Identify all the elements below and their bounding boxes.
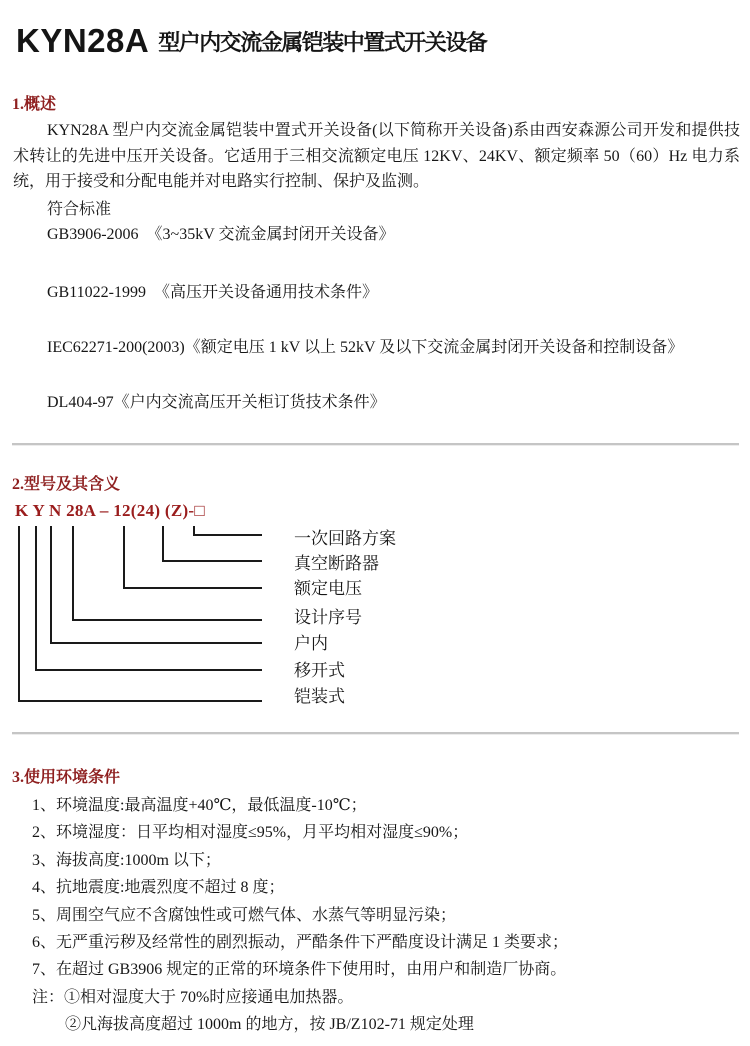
list-item: 7、在超过 GB3906 规定的正常的环境条件下使用时，由用户和制造厂协商。 [32, 961, 567, 979]
list-item: 1、环境温度:最高温度+40℃，最低温度-10℃； [32, 797, 367, 814]
diagram-label: 真空断路器 [294, 554, 379, 573]
diagram-label: 移开式 [294, 661, 345, 680]
standard-item: IEC62271-200(2003)《额定电压 1 kV 以上 52kV 及以下交流金属封闭开关设备和控制设备》 [47, 339, 684, 356]
note-line: 注：①相对湿度大于 70%时应接通电加热器。 [32, 988, 354, 1006]
list-item: 5、周围空气应不含腐蚀性或可燃气体、水蒸气等明显污染； [32, 906, 457, 924]
title-model-code: KYN28A [16, 22, 150, 59]
standard-item: DL404-97《户内交流高压开关柜订货技术条件》 [47, 394, 386, 411]
note-line: ②凡海拔高度超过 1000m 的地方，按 JB/Z102-71 规定处理 [65, 1016, 474, 1034]
diagram-label: 设计序号 [294, 608, 362, 627]
diagram-label: 铠装式 [294, 687, 345, 706]
diagram-label: 一次回路方案 [294, 529, 396, 548]
section1-heading: 1.概述 [12, 96, 57, 113]
diagram-connector-line [18, 526, 262, 702]
section1-paragraph: KYN28A 型户内交流金属铠装中置式开关设备(以下简称开关设备)系由西安森源公司开发和提供技术转让的先进中压开关设备。它适用于三相交流额定电压 12KV、24KV、额定频率 50（60）Hz 电力系统，用于接受和分配电能并对电路实行控制、保护及监测。 [13, 122, 740, 191]
section2-heading: 2.型号及其含义 [12, 476, 121, 493]
list-item: 3、海拔高度:1000m 以下； [32, 851, 221, 869]
diagram-label: 户内 [294, 634, 328, 653]
list-item: 2、环境湿度：日平均相对湿度≤95%，月平均相对湿度≤90%； [32, 824, 469, 842]
standards-intro: 符合标准 [47, 201, 112, 218]
standard-item: GB3906-2006 《3~35kV 交流金属封闭开关设备》 [47, 226, 395, 243]
standard-item: GB11022-1999 《高压开关设备通用技术条件》 [47, 284, 378, 301]
list-item: 6、无严重污秽及经常性的剧烈振动，严酷条件下严酷度设计满足 1 类要求； [32, 933, 569, 951]
model-code: K Y N 28A – 12(24) (Z)-□ [15, 501, 205, 520]
diagram-label: 额定电压 [294, 579, 362, 598]
list-item: 4、抗地震度:地震烈度不超过 8 度； [32, 879, 285, 897]
section-divider [12, 732, 739, 735]
title-text: 型户内交流金属铠装中置式开关设备 [158, 30, 487, 55]
section3-heading: 3.使用环境条件 [12, 769, 121, 786]
environment-conditions-list [32, 792, 738, 1039]
